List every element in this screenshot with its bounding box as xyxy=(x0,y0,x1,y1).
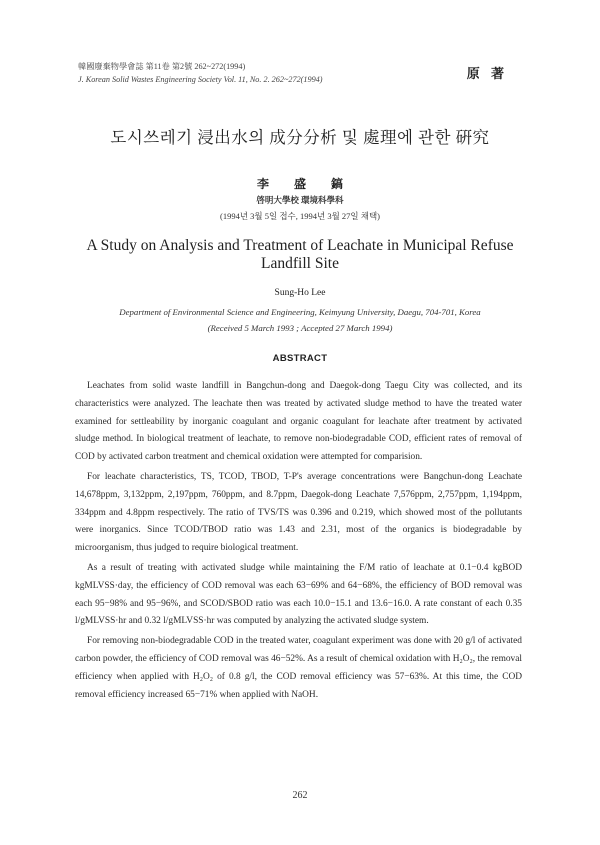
journal-header xyxy=(78,60,323,86)
abstract-paragraph: As a result of treating with activated sludge while maintaining the F/M ratio of leachate at 0.1−0.4 kgBOD kgMLVSS·day, the efficiency of COD removal was each 63−69% and 64−68%, the efficiency of BOD removal was each 95−98% and 95−96%, and SCOD/SBOD ratio was each 10.0−15.1 and 13.6−16.0. A rate constant of each 0.35 l/gMLVSS·hr and 0.32 l/gMLVSS·hr was computed by analyzing the activated sludge system. xyxy=(75,562,522,627)
affiliation-korean: 啓明大學校 環境科學科 xyxy=(256,195,344,205)
author-english: Sung-Ho Lee xyxy=(274,288,326,298)
dates-korean: (1994년 3월 5일 접수, 1994년 3월 27일 채택) xyxy=(219,211,381,221)
title-korean: 도시쓰레기 浸出水의 成分分析 및 處理에 관한 硏究 xyxy=(110,128,490,147)
article-category: 原 著 xyxy=(466,66,508,81)
dates-english: (Received 5 March 1993 ; Accepted 27 March 1994) xyxy=(207,323,393,333)
abstract-paragraph: For leachate characteristics, TS, TCOD, TBOD, T-P's average concentrations were Bangchun-dong Leachate 14,678ppm, 3,132ppm, 2,197ppm, 760ppm, and 8.7ppm, Daegok-dong Leachate 7,576ppm, 2,757ppm, 1,194ppm, 334ppm and 4.8ppm respectively. The ratio of TVS/TS was 0.396 and 0.219, which showed most of the pollutants were inorganics. Since TCOD/TBOD ratio was 1.43 and 2.31, most of the organics is biodegradable by microorganism, thus judged to require biological treatment. xyxy=(75,471,522,554)
page-number: 262 xyxy=(292,790,308,801)
author-korean: 李 盛 鎬 xyxy=(256,177,343,191)
abstract-heading: ABSTRACT xyxy=(272,353,328,364)
abstract-paragraph: Leachates from solid waste landfill in Bangchun-dong and Daegok-dong Taegu City was collected, and its characteristics were analyzed. The leachate then was treated by activated sludge method to have the treated water examined for settleability by inorganic coagulant and organic coagulant for leachate after treatment by activated sludge method. In biological treatment of leachate, to remove non-biodegradable COD, efficient rates of removal of COD by activated carbon treatment and chemical oxidation were attempted for comparision. xyxy=(75,381,522,463)
abstract-paragraph: For removing non-biodegradable COD in the treated water, coagulant experiment was done with 20 g/l of activated carbon powder, the efficiency of COD removal was 46−52%. As a result of chemical oxidation with H₂O₂, the removal efficiency when applied with H₂O₂ of 0.8 g/l, the COD removal efficiency was 57−63%. At this time, the COD removal efficiency increased 65−71% when applied with NaOH. xyxy=(75,636,522,700)
title-english: A Study on Analysis and Treatment of Leachate in Municipal Refuse Landfill Site xyxy=(86,237,514,272)
journal-citation-en: J. Korean Solid Wastes Engineering Society Vol. 11, No. 2. 262~272(1994) xyxy=(78,75,323,84)
affiliation-english: Department of Environmental Science and Engineering, Keimyung University, Daegu, 704-701, Korea xyxy=(119,307,481,317)
journal-citation-ko: 韓國廢棄物學會誌 第11卷 第2號 262~272(1994) xyxy=(78,62,246,71)
abstract-body xyxy=(75,378,522,706)
